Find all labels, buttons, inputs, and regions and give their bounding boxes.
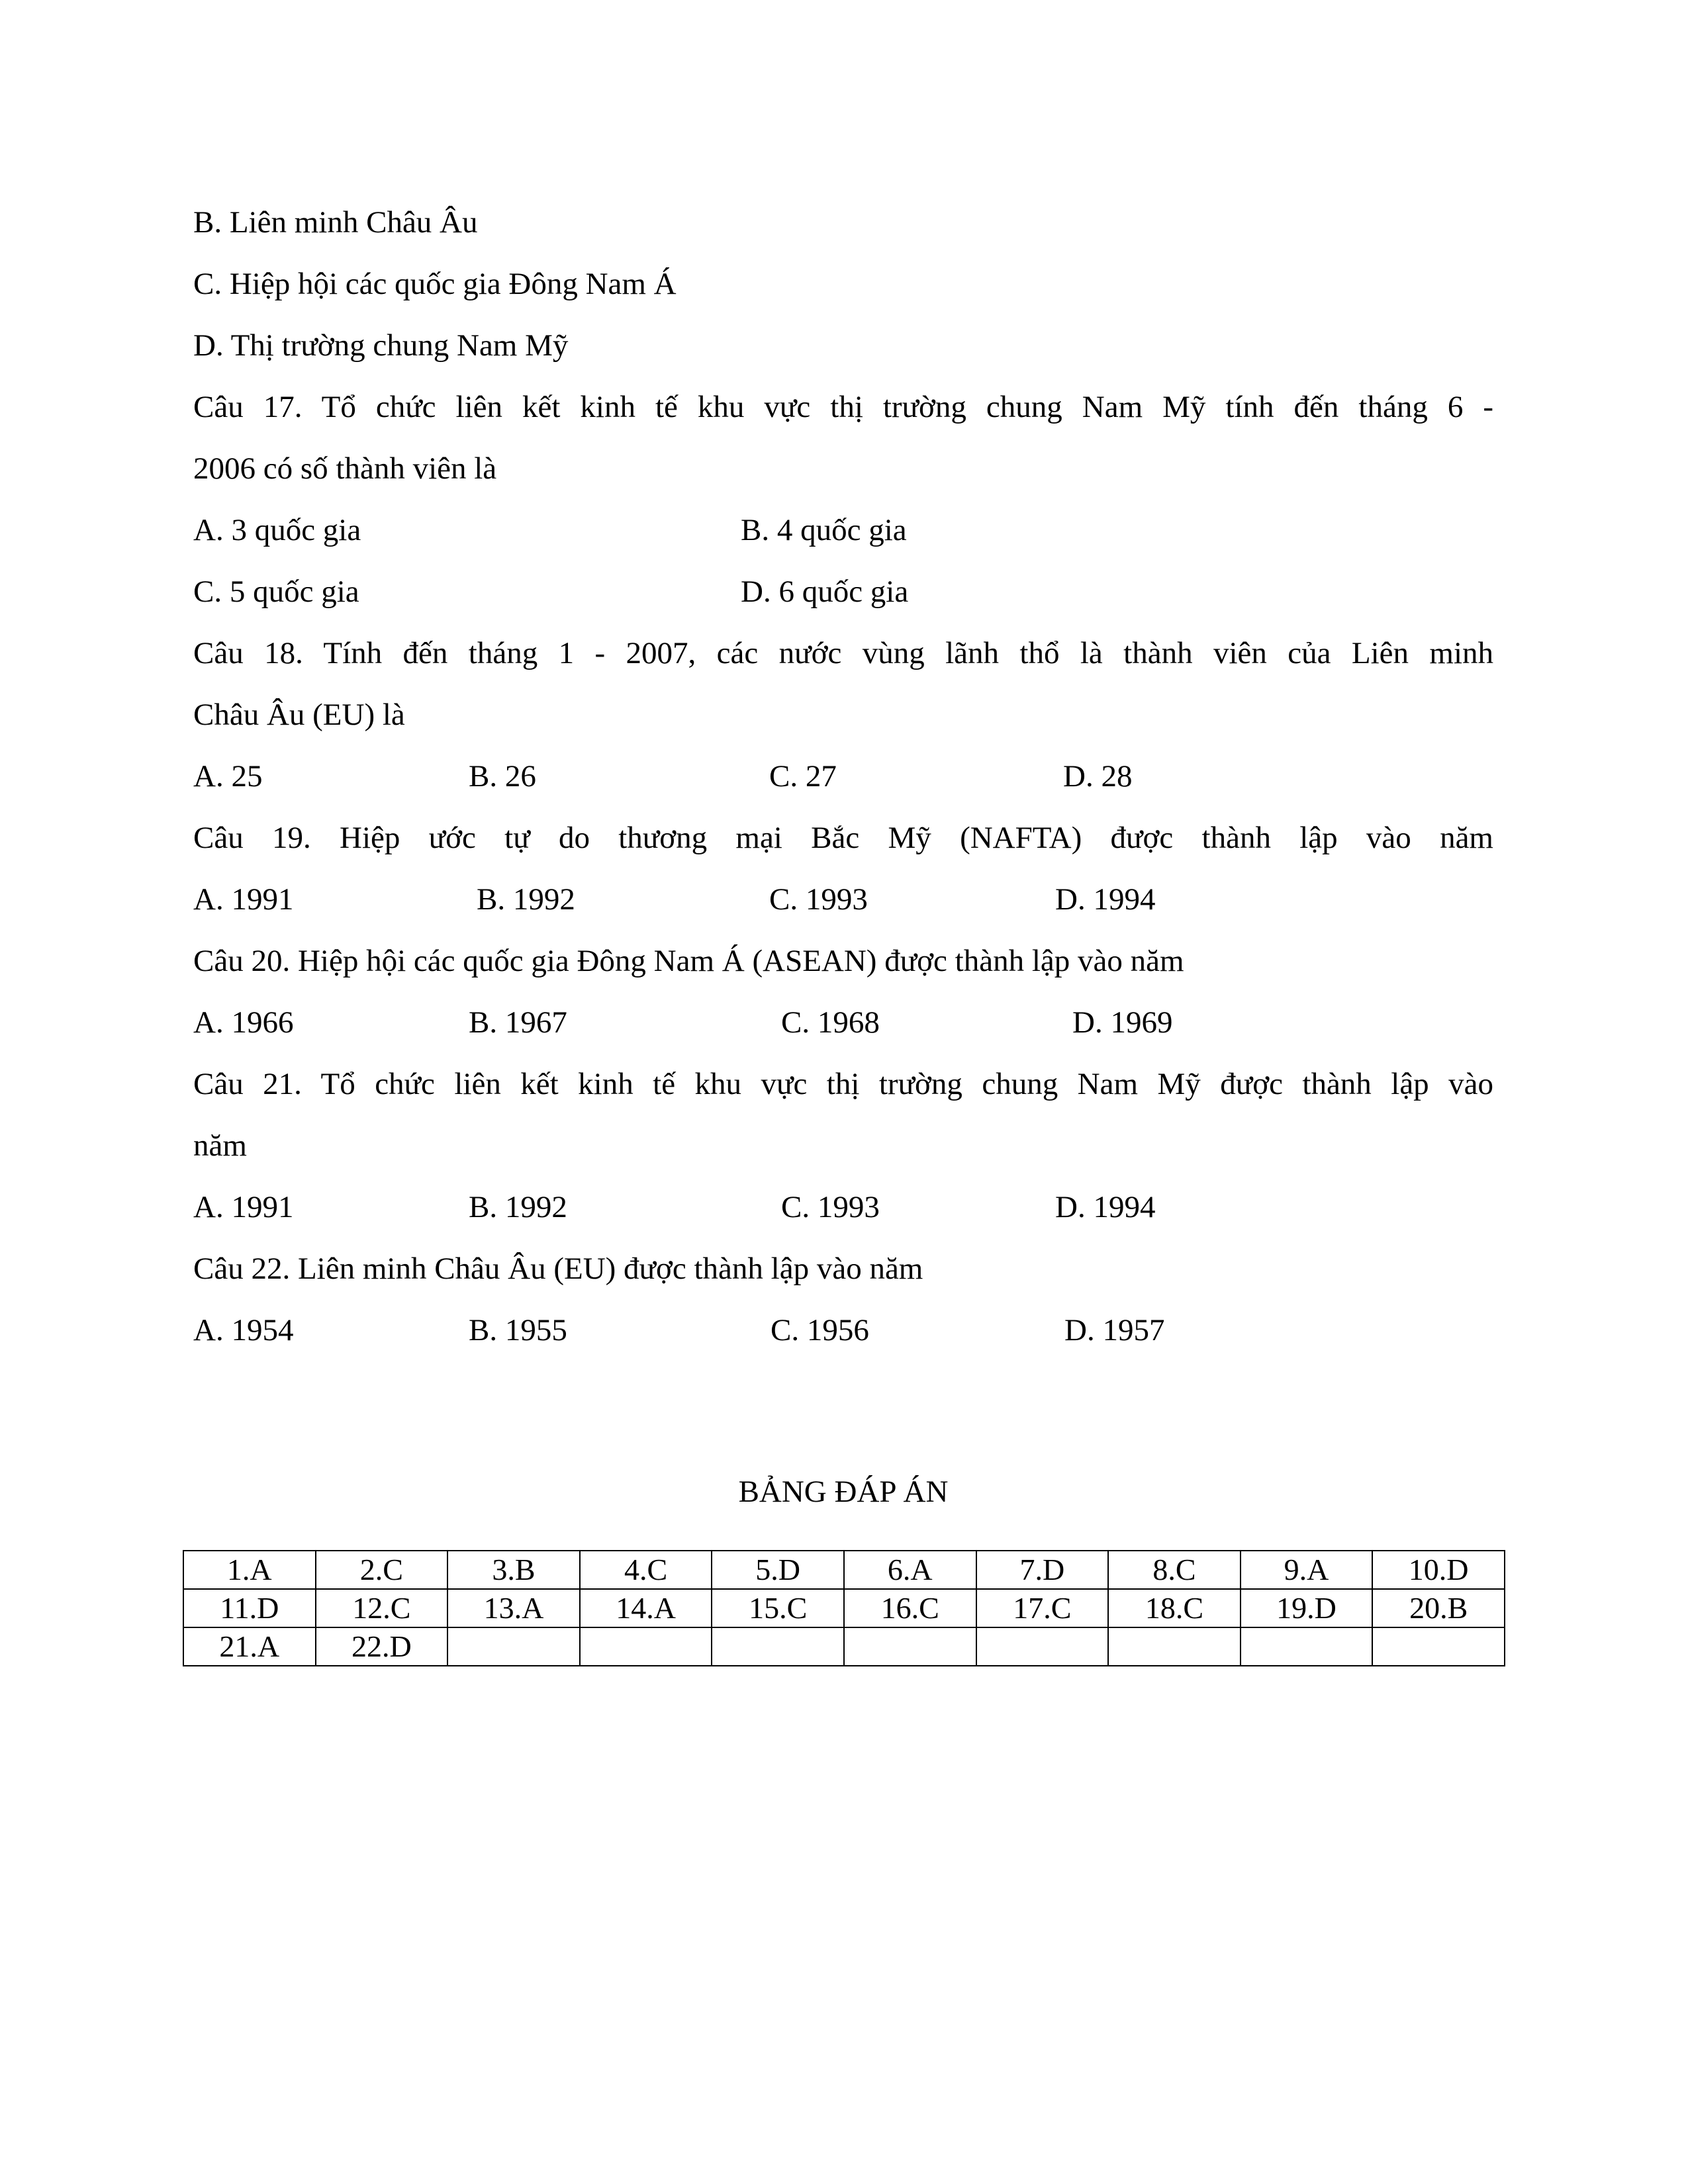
answer-key-cell [580,1627,712,1666]
question-21-text: Câu 21. Tổ chức liên kết kinh tế khu vực thị trường chung Nam Mỹ được thành lập vào [193,1067,1493,1101]
question-22-options [193,1300,1493,1361]
answer-key-row [183,1551,1505,1589]
option-c: C. 5 quốc gia [193,574,359,609]
option-a: A. 1954 [193,1313,294,1347]
answer-key-cell [712,1627,844,1666]
answer-key-cell: 20.B [1372,1589,1505,1627]
question-18-text-cont: Châu Âu (EU) là [193,698,405,732]
answer-key-cell [976,1627,1109,1666]
answer-key-cell: 6.A [844,1551,976,1589]
answer-key-cell: 13.A [447,1589,580,1627]
option-line: D. Thị trường chung Nam Mỹ [193,328,569,363]
question-17-options-row1 [193,500,1493,561]
answer-key-cell: 1.A [183,1551,316,1589]
question-21-text-cont: năm [193,1128,247,1163]
option-b: B. 1967 [469,1005,567,1040]
option-d: D. 28 [1063,759,1133,794]
option-b: B. 1992 [469,1190,567,1224]
option-a: A. 1991 [193,882,294,917]
option-c: C. 27 [769,759,837,794]
answer-key-cell [1372,1627,1505,1666]
document-body [193,192,1493,1522]
answer-key-cell: 11.D [183,1589,316,1627]
answer-key-cell [1241,1627,1373,1666]
option-b: B. 4 quốc gia [741,513,907,547]
answer-key-cell: 12.C [316,1589,448,1627]
answer-key-cell: 3.B [447,1551,580,1589]
option-c: C. 1956 [771,1313,869,1347]
question-19-text: Câu 19. Hiệp ước tự do thương mại Bắc Mỹ (NAFTA) được thành lập vào năm [193,821,1493,855]
spacer [193,1361,1493,1462]
option-b: B. 1992 [477,882,575,917]
option-a: A. 25 [193,759,263,794]
answer-key-body [183,1551,1505,1666]
answer-key-cell: 14.A [580,1589,712,1627]
option-c: C. 1968 [781,1005,880,1040]
answer-key-title: BẢNG ĐÁP ÁN [738,1475,949,1509]
option-b: B. 26 [469,759,536,794]
option-a: A. 3 quốc gia [193,513,361,547]
option-d: D. 1957 [1064,1313,1165,1347]
option-d: D. 1994 [1055,1190,1156,1224]
question-17-text-cont: 2006 có số thành viên là [193,451,497,486]
answer-key-cell: 19.D [1241,1589,1373,1627]
answer-key-cell: 7.D [976,1551,1109,1589]
option-c: C. 1993 [769,882,868,917]
answer-key-cell: 4.C [580,1551,712,1589]
option-a: A. 1966 [193,1005,294,1040]
question-19-options [193,869,1493,931]
option-line: B. Liên minh Châu Âu [193,205,478,240]
question-20-options [193,992,1493,1054]
answer-key-cell: 10.D [1372,1551,1505,1589]
answer-key-cell: 5.D [712,1551,844,1589]
answer-key-cell: 15.C [712,1589,844,1627]
option-d: D. 1969 [1072,1005,1173,1040]
question-17-options-row2 [193,561,1493,623]
option-b: B. 1955 [469,1313,567,1347]
answer-key-cell [844,1627,976,1666]
option-a: A. 1991 [193,1190,294,1224]
question-20-text: Câu 20. Hiệp hội các quốc gia Đông Nam Á (ASEAN) được thành lập vào năm [193,944,1184,978]
answer-key-row [183,1627,1505,1666]
answer-key-cell: 21.A [183,1627,316,1666]
question-17-text: Câu 17. Tổ chức liên kết kinh tế khu vực thị trường chung Nam Mỹ tính đến tháng 6 - [193,390,1493,424]
answer-key-cell: 16.C [844,1589,976,1627]
question-18-text: Câu 18. Tính đến tháng 1 - 2007, các nước vùng lãnh thổ là thành viên của Liên minh [193,636,1493,670]
question-22-text: Câu 22. Liên minh Châu Âu (EU) được thành lập vào năm [193,1251,923,1286]
answer-key-cell [1108,1627,1241,1666]
question-18-options [193,746,1493,807]
option-d: D. 1994 [1055,882,1156,917]
answer-key-cell: 2.C [316,1551,448,1589]
answer-key-cell: 17.C [976,1589,1109,1627]
answer-key-cell: 9.A [1241,1551,1373,1589]
answer-key-cell: 8.C [1108,1551,1241,1589]
answer-key-cell [447,1627,580,1666]
answer-key-cell: 22.D [316,1627,448,1666]
answer-key-row [183,1589,1505,1627]
answer-key-table [183,1550,1505,1666]
option-line: C. Hiệp hội các quốc gia Đông Nam Á [193,267,677,301]
option-c: C. 1993 [781,1190,880,1224]
option-d: D. 6 quốc gia [741,574,909,609]
question-21-options [193,1177,1493,1238]
answer-key-cell: 18.C [1108,1589,1241,1627]
